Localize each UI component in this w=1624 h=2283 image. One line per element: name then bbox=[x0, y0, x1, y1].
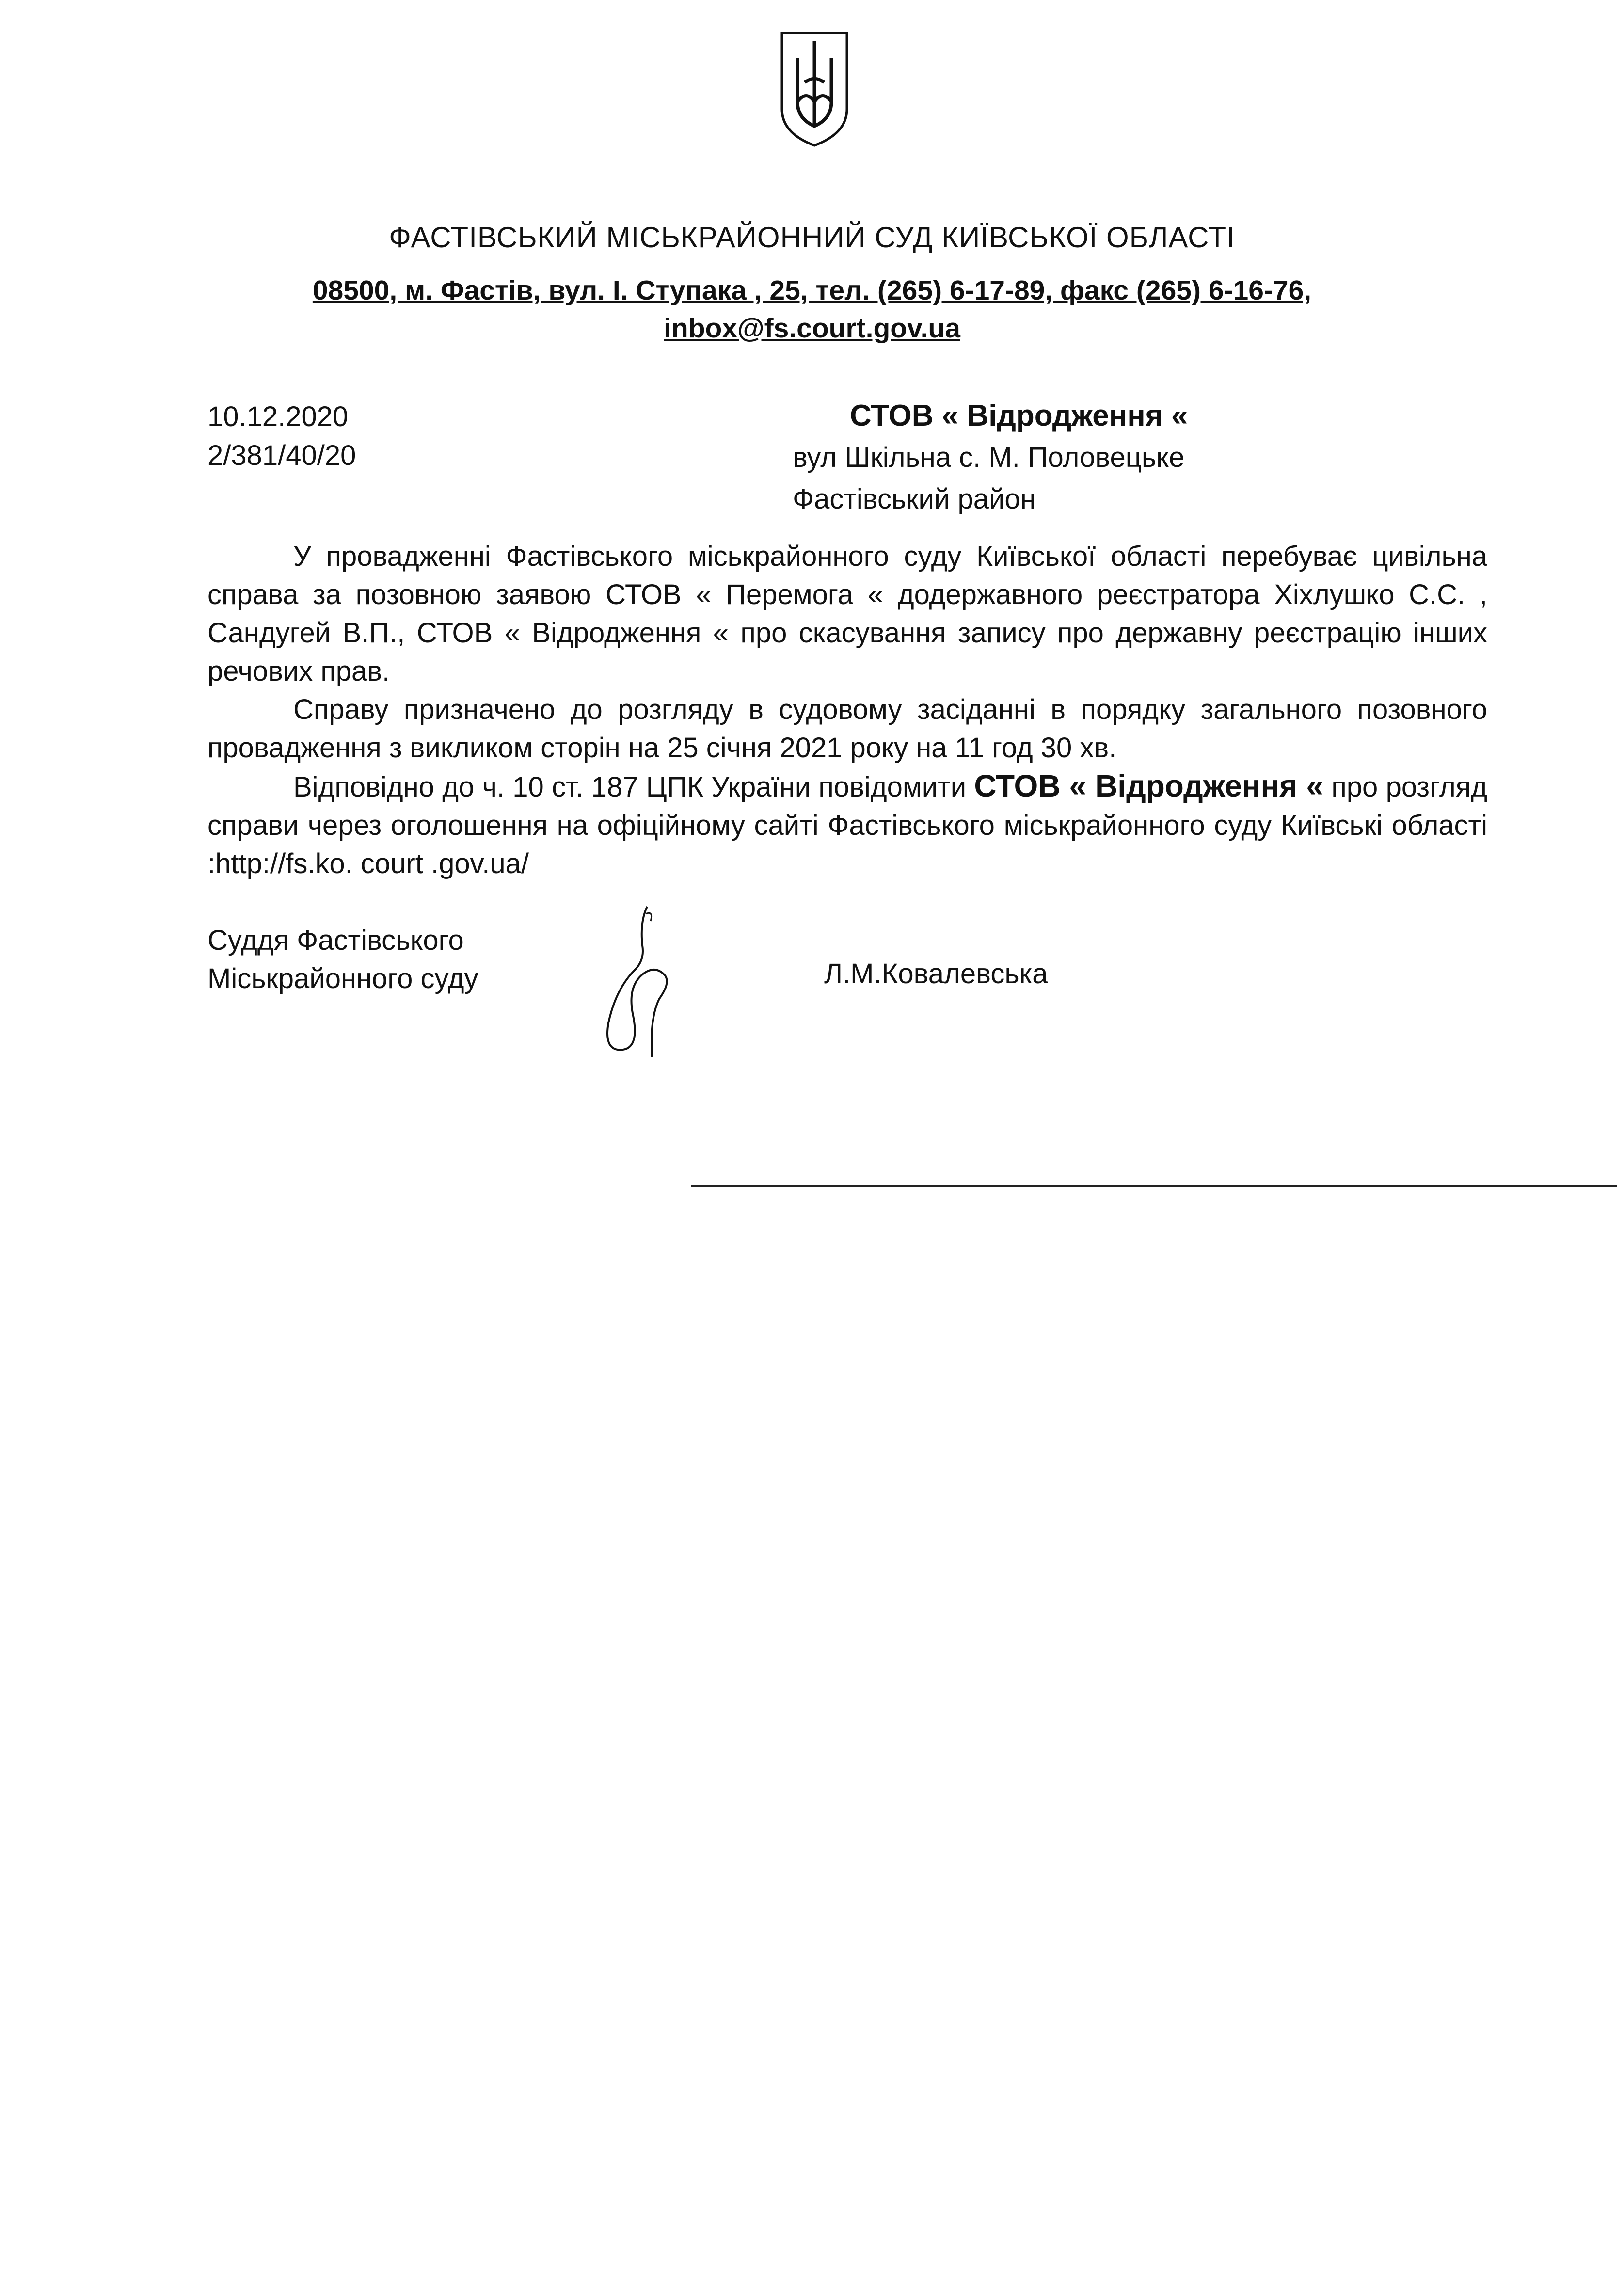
court-email: inbox@fs.court.gov.ua bbox=[664, 313, 960, 344]
letter-body bbox=[207, 537, 1487, 883]
letter-date: 10.12.2020 bbox=[207, 401, 349, 432]
body-p3-company: СТОВ « Відродження « bbox=[974, 768, 1324, 803]
recipient-address-line1: вул Шкільна с. М. Половецьке bbox=[793, 442, 1185, 473]
footer-divider bbox=[691, 1185, 1617, 1187]
court-address bbox=[0, 271, 1624, 347]
address-line1: 08500, м. Фастів, вул. І. Ступака , 25, тел. (265) 6-17-89, факс (265) 6-16-76, bbox=[312, 275, 1312, 306]
signer-title bbox=[207, 921, 478, 998]
signer-title-line2: Міськрайонного суду bbox=[207, 963, 478, 994]
body-p3-start: Відповідно до ч. 10 ст. 187 ЦПК України повідомити bbox=[293, 771, 974, 803]
signer-title-line1: Суддя Фастівського bbox=[207, 925, 464, 956]
court-name: ФАСТІВСЬКИЙ МІСЬКРАЙОННИЙ СУД КИЇВСЬКОЇ ОБЛАСТІ bbox=[389, 221, 1235, 254]
coat-of-arms-icon bbox=[778, 29, 851, 148]
letter-meta bbox=[207, 398, 356, 475]
recipient-name: СТОВ « Відродження « bbox=[850, 399, 1188, 432]
body-paragraph-2: Справу призначено до розгляду в судовому засіданні в порядку загального позовного провадження з викликом сторін на 25 січня 2021 року на 11 год 30 хв. bbox=[207, 694, 1487, 764]
recipient-address-line2: Фастівський район bbox=[793, 483, 1036, 515]
body-paragraph-3 bbox=[207, 767, 1487, 883]
body-p3-end: про розгляд справи через оголошення на офіційному сайті Фастівського міськрайонного суду Київські області :http://fs.ko. court .gov.ua/ bbox=[207, 771, 1487, 879]
body-paragraph-1: У провадженні Фастівського міськрайонного суду Київської області перебуває цивільна справа за позовною заявою СТОВ « Перемога « додержавного реєстратора Хіхлушко С.С. , Сандугей В.П., СТОВ « Відродження « про скасування запису про державну реєстрацію інших речових прав. bbox=[207, 541, 1487, 687]
handwritten-signature bbox=[596, 902, 688, 1062]
recipient-block bbox=[793, 395, 1188, 520]
reference-number: 2/381/40/20 bbox=[207, 440, 356, 471]
signer-name: Л.М.Ковалевська bbox=[824, 958, 1048, 990]
